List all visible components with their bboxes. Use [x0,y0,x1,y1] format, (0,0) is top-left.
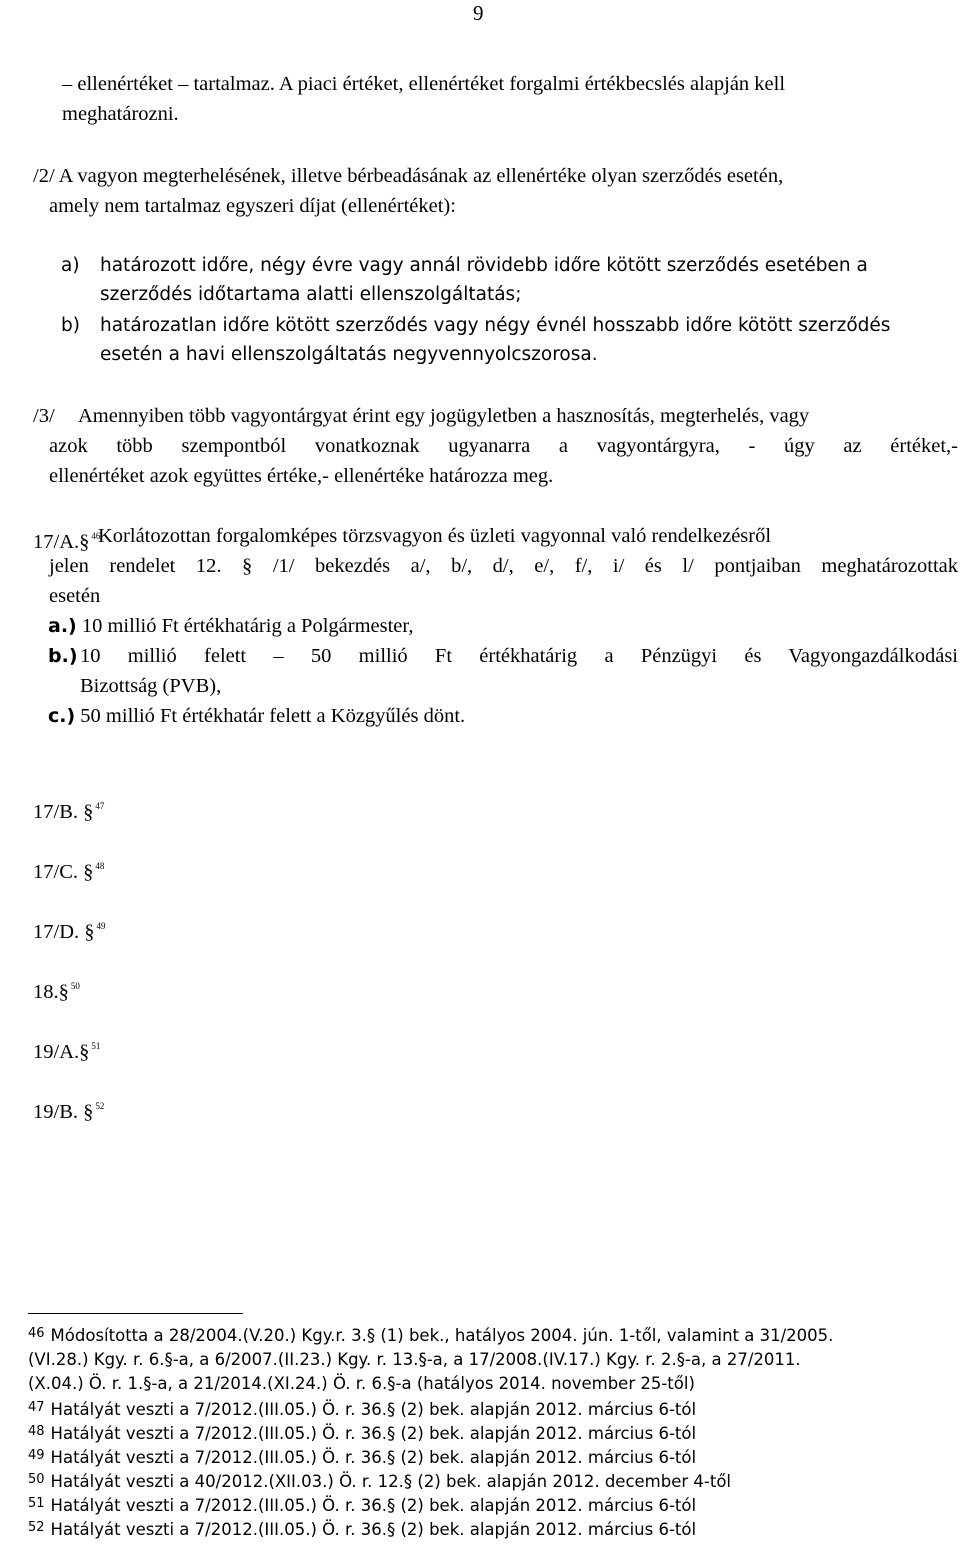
item-17a-a-label: a.) [48,615,77,637]
footnote-52-text: Hatályát veszti a 7/2012.(III.05.) Ö. r. 36.§ (2) bek. alapján 2012. március 6-tól [50,1520,697,1539]
footnote-ref-51[interactable]: 51 [91,1041,101,1051]
section-17a-number: 17/A. [33,531,80,553]
section-17a-heading [33,522,100,556]
footnote-ref-46[interactable]: 46 [91,531,101,541]
footnote-51 [28,1492,696,1518]
section-18-number: 18.§ [33,981,69,1003]
item-17a-b-text2: Bizottság (PVB), [80,675,222,697]
section-17c [33,852,104,886]
footnote-51-number: 51 [28,1496,45,1511]
section-17b [33,792,104,826]
footnote-ref-48[interactable]: 48 [95,861,105,871]
footnote-50 [28,1468,731,1494]
footnote-49-text: Hatályát veszti a 7/2012.(III.05.) Ö. r. 36.§ (2) bek. alapján 2012. március 6-tól [50,1448,697,1467]
item-b-line2: esetén a havi ellenszolgáltatás negyvennyolcszorosa. [100,344,598,365]
section-17d-number: 17/D. § [33,921,95,943]
page-number: 9 [473,1,484,25]
section-19b-number: 19/B. § [33,1101,94,1123]
item-17a-a-text: 10 millió Ft értékhatárig a Polgármester, [81,615,414,637]
footnote-47-number: 47 [28,1400,45,1415]
footnote-46-number: 46 [28,1326,45,1341]
footnote-ref-50[interactable]: 50 [70,981,80,991]
footnote-48-text: Hatályát veszti a 7/2012.(III.05.) Ö. r. 36.§ (2) bek. alapján 2012. március 6-tól [50,1424,697,1443]
section-18 [33,972,80,1006]
para3-line1: Amennyiben több vagyontárgyat érint egy jogügyletben a hasznosítás, megterhelés, vagy [78,405,810,427]
item-17a-b-label: b.) [48,645,78,667]
footnote-49-number: 49 [28,1448,45,1463]
section-17b-number: 17/B. § [33,801,94,823]
footnote-50-number: 50 [28,1472,45,1487]
item-b-line1: határozatlan időre kötött szerződés vagy négy évnél hosszabb időre kötött szerződés [100,315,891,336]
footnote-47 [28,1396,696,1422]
section-17d [33,912,106,946]
footnote-50-text: Hatályát veszti a 40/2012.(XII.03.) Ö. r. 12.§ (2) bek. alapján 2012. december 4-től [50,1472,732,1491]
footnote-separator [28,1313,243,1314]
footnote-51-text: Hatályát veszti a 7/2012.(III.05.) Ö. r. 36.§ (2) bek. alapján 2012. március 6-tól [50,1496,697,1515]
footnote-47-text: Hatályát veszti a 7/2012.(III.05.) Ö. r. 36.§ (2) bek. alapján 2012. március 6-tól [50,1400,697,1419]
item-17a-c-text: 50 millió Ft értékhatár felett a Közgyűlés dönt. [80,705,466,727]
section-sign: § [79,531,90,553]
footnote-ref-49[interactable]: 49 [96,921,106,931]
item-17a-b-text: 10 millió felett – 50 millió Ft értékhatárig a Pénzügyi és Vagyongazdálkodási [80,645,958,667]
section-17a-line2: jelen rendelet 12. § /1/ bekezdés a/, b/, d/, e/, f/, i/ és l/ pontjaiban meghatározottak [49,555,958,577]
para2-line1: /2/ A vagyon megterhelésének, illetve bérbeadásának az ellenértéke olyan szerződés esetén, [33,165,784,187]
item-a-line2: szerződés időtartama alatti ellenszolgáltatás; [100,284,522,305]
footnote-52 [28,1516,696,1542]
item-b-label: b) [61,315,80,336]
footnote-52-number: 52 [28,1520,45,1535]
para2-line2: amely nem tartalmaz egyszeri díjat (ellenértéket): [49,195,456,217]
para3-label: /3/ [33,405,55,427]
section-17a-line3: esetén [49,585,101,607]
section-19a-number: 19/A.§ [33,1041,90,1063]
section-19a [33,1032,100,1066]
footnote-ref-52[interactable]: 52 [95,1101,105,1111]
footnote-46-line1 [28,1322,833,1348]
para3-line3: ellenértéket azok együttes értéke,- ellenértéke határozza meg. [49,465,554,487]
footnote-48-number: 48 [28,1424,45,1439]
item-a-label: a) [61,255,80,276]
para1-line2: meghatározni. [62,103,179,125]
para3-line2: azok több szempontból vonatkoznak ugyanarra a vagyontárgyra, - úgy az értéket,- [49,435,958,457]
para1-line1: – ellenértéket – tartalmaz. A piaci értéket, ellenértéket forgalmi értékbecslés alapján kell [62,73,786,95]
section-17c-number: 17/C. § [33,861,94,883]
item-a-line1: határozott időre, négy évre vagy annál rövidebb időre kötött szerződés esetében a [100,255,868,276]
section-19b [33,1092,104,1126]
footnote-46-line2: (VI.28.) Kgy. r. 6.§-a, a 6/2007.(II.23.) Kgy. r. 13.§-a, a 17/2008.(IV.17.) Kgy. r. 2.§-a, a 27/2011. [28,1350,801,1369]
footnote-ref-47[interactable]: 47 [95,801,105,811]
footnote-49 [28,1444,696,1470]
section-17a-line1: Korlátozottan forgalomképes törzsvagyon és üzleti vagyonnal való rendelkezésről [98,525,772,547]
footnote-48 [28,1420,696,1446]
item-17a-c-label: c.) [48,705,76,727]
footnote-46-text1: Módosította a 28/2004.(V.20.) Kgy.r. 3.§ (1) bek., hatályos 2004. jún. 1-től, valamint a 31/2005. [50,1326,834,1345]
footnote-46-line3: (X.04.) Ö. r. 1.§-a, a 21/2014.(XI.24.) Ö. r. 6.§-a (hatályos 2014. november 25-től) [28,1374,695,1393]
